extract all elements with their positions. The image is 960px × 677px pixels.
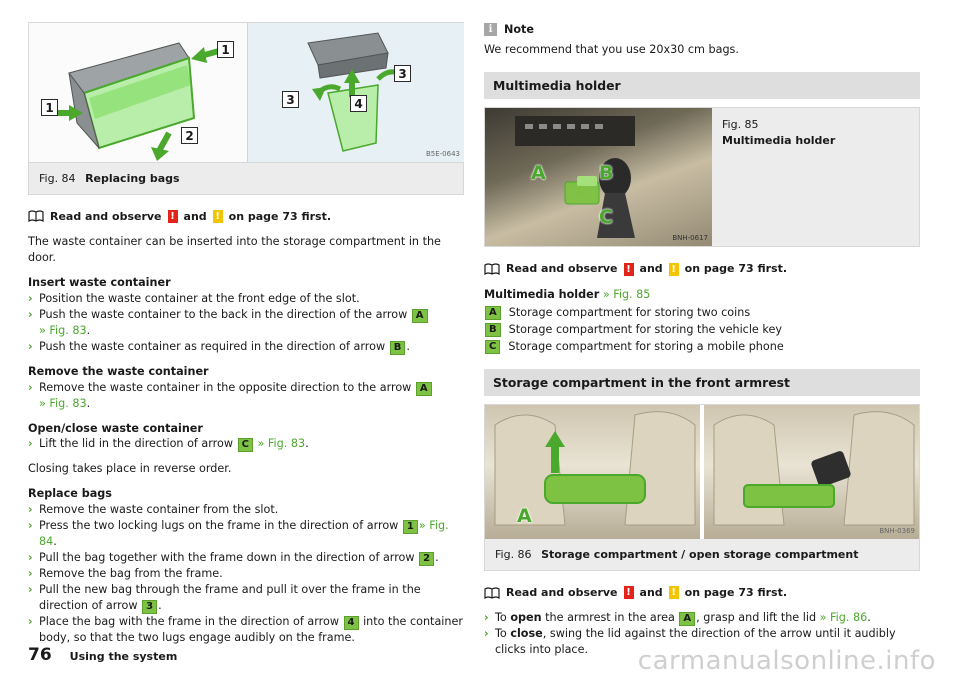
read-observe-and: and: [183, 209, 207, 223]
insert-step: [28, 339, 464, 355]
chevron-icon: ›: [28, 503, 33, 517]
step-text: Position the waste container at the front edge of the slot.: [39, 291, 360, 305]
book-icon: [484, 587, 500, 599]
section-multimedia-holder: Multimedia holder: [484, 72, 920, 100]
insert-block: [28, 275, 464, 355]
figure-86-number: Fig. 86: [495, 548, 532, 562]
caution-yellow-icon: !: [669, 263, 679, 276]
step-text-mid: the armrest in the area: [541, 611, 679, 625]
openclose-heading: Open/close waste container: [28, 421, 203, 435]
book-icon: [28, 210, 44, 222]
key-label: A: [485, 306, 501, 320]
replace-step: [28, 582, 464, 614]
step-text: Push the waste container to the back in the direction of the arrow: [39, 307, 408, 321]
chevron-icon: ›: [484, 611, 489, 625]
key-label: 4: [344, 616, 359, 630]
replace-step: [28, 502, 464, 518]
callout-3-left: 3: [282, 91, 299, 108]
key-label: 3: [142, 600, 157, 614]
figure-85-letter-b: B: [599, 162, 614, 185]
figure-86-letter-a: A: [517, 505, 532, 528]
step-text-end: .: [53, 535, 57, 549]
figure-86-image: [485, 405, 919, 539]
closing-note: Closing takes place in reverse order.: [28, 462, 232, 476]
read-observe-and: and: [639, 262, 663, 276]
read-observe-prefix: Read and observe: [506, 585, 618, 599]
figure-84-image: [29, 23, 463, 163]
step-text: To: [495, 627, 511, 641]
figure-84-number: Fig. 84: [39, 172, 76, 185]
figure-85-image: [485, 108, 712, 246]
key-label: B: [390, 341, 406, 355]
figure-84-image-code: B5E-0643: [425, 150, 460, 159]
figure-link[interactable]: » Fig. 83: [257, 437, 306, 451]
callout-1-top: 1: [217, 41, 234, 58]
left-column: [28, 22, 464, 655]
armrest-closed-image: [485, 405, 700, 539]
chevron-icon: ›: [28, 519, 33, 533]
read-observe-and: and: [639, 585, 663, 599]
chevron-icon: ›: [28, 307, 33, 321]
figure-link[interactable]: » Fig. 83: [39, 323, 87, 337]
caution-yellow-icon: !: [213, 210, 223, 223]
key-label: 2: [419, 552, 434, 566]
callout-1-left: 1: [41, 99, 58, 116]
right-column: [484, 22, 920, 658]
legend-text: Storage compartment for storing a mobile phone: [508, 339, 784, 353]
figure-84-caption: [29, 163, 463, 194]
step-text-mid: , swing the lid against the direction of the arrow until it audibly clicks into place.: [495, 627, 896, 657]
chevron-icon: ›: [28, 583, 33, 596]
watermark: carmanualsonline.info: [637, 646, 936, 676]
step-bold: close: [510, 627, 543, 641]
intro-text: The waste container can be inserted into the storage compartment in the door.: [28, 235, 441, 265]
figure-85-image-code: BNH-0617: [672, 234, 708, 243]
chevron-icon: ›: [28, 437, 33, 451]
step-text: Pull the new bag through the frame and pull it over the frame in the direction of arrow: [39, 583, 421, 612]
key-label: C: [238, 438, 253, 452]
step-text: Pull the bag together with the frame down in the direction of arrow: [39, 551, 415, 565]
step-text: Lift the lid in the direction of arrow: [39, 437, 234, 451]
page-footer: [28, 643, 177, 667]
figure-link[interactable]: » Fig. 86: [819, 611, 868, 625]
figure-85-letter-a: A: [531, 162, 546, 185]
replace-step: [28, 550, 464, 566]
read-observe-armrest: [484, 585, 920, 601]
info-icon: i: [484, 23, 497, 36]
key-label: B: [485, 323, 501, 337]
step-text: Remove the bag from the frame.: [39, 567, 223, 581]
section-front-armrest: Storage compartment in the front armrest: [484, 369, 920, 397]
step-text: Remove the waste container in the opposite direction to the arrow: [39, 380, 412, 394]
read-observe-multimedia: [484, 261, 920, 277]
openclose-step: [28, 436, 464, 452]
replace-heading: Replace bags: [28, 487, 112, 501]
figure-86-caption: [485, 539, 919, 570]
read-observe-suffix: on page 73 first.: [684, 262, 788, 276]
figure-84-right-pane: [247, 23, 464, 162]
warning-red-icon: !: [624, 263, 634, 276]
replace-step: [28, 518, 464, 550]
armrest-open-image: [704, 405, 919, 539]
figure-86: [484, 404, 920, 571]
key-label: A: [412, 309, 428, 323]
legend-row: [484, 305, 920, 321]
insert-step: [28, 307, 464, 339]
note-text: We recommend that you use 20x30 cm bags.: [484, 42, 739, 56]
step-text: Remove the waste container from the slot.: [39, 503, 279, 517]
figure-link[interactable]: » Fig. 85: [602, 288, 651, 302]
warning-red-icon: !: [168, 210, 178, 223]
step-text-end: into the container body, so that the two lugs engage audibly on the frame.: [39, 614, 463, 644]
step-text-post: , grasp and lift the lid: [696, 611, 820, 625]
callout-4: 4: [350, 95, 367, 112]
step-text: Press the two locking lugs on the frame in the direction of arrow: [39, 519, 399, 533]
figure-link[interactable]: » Fig. 84: [39, 519, 449, 549]
legend-row: [484, 322, 920, 338]
step-text-end: .: [158, 598, 162, 612]
figure-86-title: Storage compartment / open storage compartment: [541, 548, 859, 562]
replace-step: [28, 614, 464, 646]
read-observe-prefix: Read and observe: [506, 262, 618, 276]
replace-block: [28, 486, 464, 645]
step-text-end: .: [305, 437, 309, 451]
figure-85-title: Multimedia holder: [722, 134, 836, 148]
note-heading: [484, 22, 920, 38]
openclose-block: [28, 421, 464, 453]
read-observe-suffix: on page 73 first.: [684, 585, 788, 599]
legend-row: [484, 339, 920, 355]
step-text: To: [495, 611, 511, 625]
multimedia-legend-heading: [484, 287, 920, 303]
legend-text: Storage compartment for storing the vehicle key: [508, 322, 782, 336]
read-observe-left: [28, 209, 464, 225]
figure-86-image-code: BNH-0369: [879, 527, 915, 536]
remove-step: [28, 380, 464, 412]
warning-red-icon: !: [624, 586, 634, 599]
key-label: C: [485, 340, 500, 354]
armrest-step: [484, 610, 920, 626]
chevron-icon: ›: [28, 380, 33, 394]
step-text: Place the bag with the frame in the direction of arrow: [39, 614, 339, 628]
replace-step: [28, 566, 464, 582]
note-heading-text: Note: [504, 23, 534, 36]
chevron-icon: ›: [484, 627, 489, 641]
callout-3-right: 3: [394, 65, 411, 82]
chevron-icon: ›: [28, 567, 33, 581]
step-text-end: .: [867, 611, 871, 625]
book-icon: [484, 263, 500, 275]
page-number: 76: [28, 645, 52, 665]
chevron-icon: ›: [28, 339, 33, 353]
figure-85-letter-c: C: [599, 206, 613, 229]
legend-title: Multimedia holder: [484, 288, 600, 302]
armrest-open-drawing: [704, 405, 918, 539]
figure-85: [484, 107, 920, 247]
figure-85-number: Fig. 85: [722, 118, 759, 132]
chevron-icon: ›: [28, 291, 33, 305]
figure-84-left-pane: [29, 23, 247, 162]
key-label: 1: [403, 520, 418, 534]
figure-84-title: Replacing bags: [85, 172, 180, 185]
step-text-end: .: [86, 396, 91, 410]
insert-step: [28, 291, 464, 307]
waste-container-frame-drawing: [29, 23, 247, 163]
figure-85-caption: [712, 108, 845, 246]
key-label: A: [416, 382, 432, 396]
callout-2: 2: [181, 127, 198, 144]
key-label: A: [679, 612, 695, 626]
chevron-icon: ›: [28, 614, 33, 628]
step-text-end: .: [435, 551, 439, 565]
remove-block: [28, 364, 464, 412]
read-observe-suffix: on page 73 first.: [228, 209, 332, 223]
bag-frame-drawing: [248, 23, 464, 163]
step-text-end: .: [86, 323, 91, 337]
figure-84: [28, 22, 464, 195]
legend-text: Storage compartment for storing two coins: [508, 305, 751, 319]
caution-yellow-icon: !: [669, 586, 679, 599]
insert-heading: Insert waste container: [28, 276, 171, 290]
read-observe-prefix: Read and observe: [50, 209, 162, 223]
chevron-icon: ›: [28, 551, 33, 565]
figure-link[interactable]: » Fig. 83: [39, 396, 87, 410]
remove-heading: Remove the waste container: [28, 364, 209, 378]
step-text-end: .: [406, 339, 410, 353]
step-bold: open: [510, 611, 542, 625]
step-text: Push the waste container as required in the direction of arrow: [39, 339, 386, 353]
chapter-title: Using the system: [69, 650, 178, 663]
